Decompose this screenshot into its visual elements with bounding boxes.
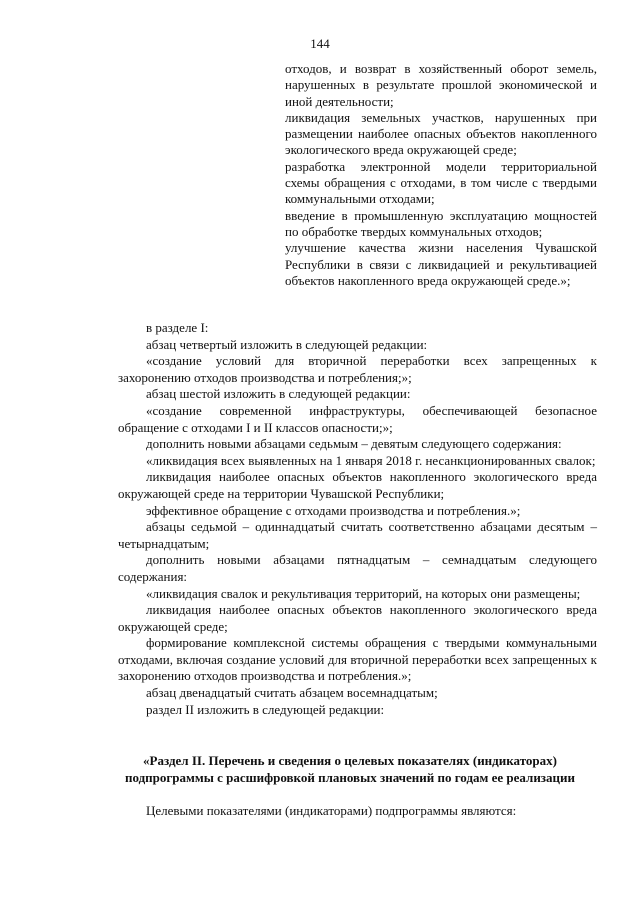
body-paragraph: формирование комплексной системы обращения с твердыми коммунальными отходами, включая создание условий для вторичной переработки всех запрещенных к захоронению отходов производства и потребления.»; (118, 635, 597, 684)
section-heading-line: подпрограммы с расшифровкой плановых значений по годам ее реализации (124, 770, 576, 785)
body-paragraph: «создание современной инфраструктуры, обеспечивающей безопасное обращение с отходами I и II классов опасности;»; (118, 402, 597, 435)
body-paragraph: «ликвидация свалок и рекультивация территорий, на которых они размещены; (146, 585, 581, 601)
body-paragraph: абзацы седьмой – одиннадцатый считать соответственно абзацами десятым – четырнадцатым; (118, 519, 597, 551)
body-paragraph: дополнить новыми абзацами пятнадцатым – семнадцатым следующего содержания: (118, 552, 597, 584)
section-heading (100, 752, 600, 786)
inset-paragraph: отходов, и возврат в хозяйственный оборот земель, нарушенных в результате прошлой экономической и иной деятельности; (285, 61, 597, 109)
body-paragraph: ликвидация наиболее опасных объектов накопленного экологического вреда окружающей среде на территории Чувашской Республики; (118, 469, 597, 501)
body-paragraph: абзац шестой изложить в следующей редакции: (146, 386, 411, 402)
body-paragraph: абзац двенадцатый считать абзацем восемнадцатым; (146, 685, 438, 701)
page-number: 144 (310, 36, 330, 51)
body-paragraph: эффективное обращение с отходами производства и потребления.»; (146, 502, 521, 518)
inset-paragraph: улучшение качества жизни населения Чувашской Республики в связи с ликвидацией и рекультивацией объектов накопленного вреда окружающей среде.»; (285, 240, 597, 288)
inset-paragraph: ликвидация земельных участков, нарушенных при размещении наиболее опасных объектов накопленного экологического вреда окружающей среде; (285, 109, 597, 158)
inset-paragraph: введение в промышленную эксплуатацию мощностей по обработке твердых коммунальных отходов; (285, 207, 597, 239)
closing-paragraph: Целевыми показателями (индикаторами) подпрограммы являются: (146, 803, 517, 818)
body-paragraph: абзац четвертый изложить в следующей редакции: (146, 336, 428, 352)
body-paragraph: «ликвидация всех выявленных на 1 января 2018 г. несанкционированных свалок; (146, 452, 596, 468)
body-paragraph: дополнить новыми абзацами седьмым – девятым следующего содержания: (146, 436, 562, 452)
amendment-body (118, 320, 597, 718)
section-heading-line: «Раздел II. Перечень и сведения о целевых показателях (индикаторах) (143, 753, 557, 768)
body-paragraph: ликвидация наиболее опасных объектов накопленного экологического вреда окружающей среде; (118, 602, 597, 634)
body-paragraph: «создание условий для вторичной переработки всех запрещенных к захоронению отходов производства и потребления;»; (118, 353, 597, 385)
quoted-inset-block (285, 61, 597, 289)
inset-paragraph: разработка электронной модели территориальной схемы обращения с отходами, в том числе с твердыми коммунальными отходами; (285, 158, 597, 207)
body-paragraph: в разделе I: (146, 320, 209, 335)
body-paragraph: раздел II изложить в следующей редакции: (146, 701, 385, 717)
